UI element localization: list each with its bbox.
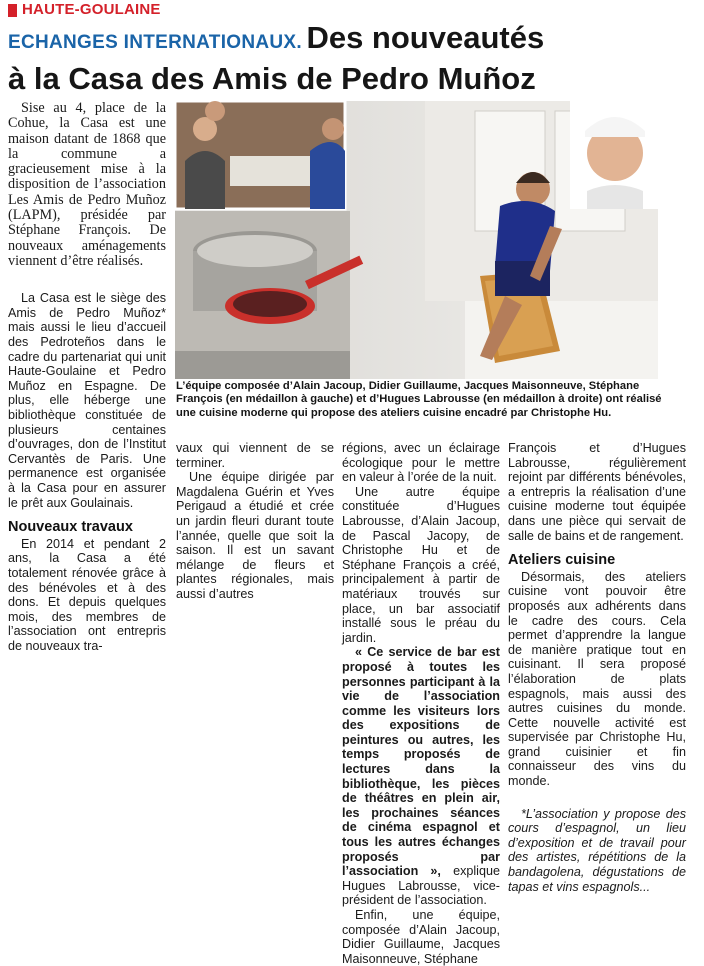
column-4 bbox=[508, 441, 686, 894]
footnote: *L’association y propose des cours d’espagnol, un lieu d’exposition et de travail pour des artistes, répétitions de la bandagolena, dégustations de tapas et vins espagnols... bbox=[508, 806, 686, 894]
column-2 bbox=[176, 441, 334, 602]
column-1 bbox=[8, 101, 166, 654]
column-3 bbox=[342, 441, 500, 966]
quote-text: « Ce service de bar est proposé à toutes les personnes participant à la vie de l’association comme les visiteurs lors des expositions de peintures ou autres, les temps proposés de lectures dans la bibliothèque, les pièces de théâtres en plein air, les prochaines séances de cinéma espagnol et tous les autres échanges proposés par l’association », bbox=[342, 645, 500, 879]
col1-paragraph-1: La Casa est le siège des Amis de Pedro Muñoz* mais aussi le lieu d’accueil des Pedroteños dans le cadre du partenariat qui unit Haute-Goulaine et Pedro Muñoz en Espagne. De plus, elle héberge une bibliothèque constituée de plusieurs centaines d’ouvrages, don de l’Institut Cervantès de Paris. Une permanence est organisée à la Casa pour en assurer le prêt aux Goulainais. bbox=[8, 291, 166, 510]
rubric-label: HAUTE-GOULAINE bbox=[22, 1, 161, 18]
col3-quote-paragraph bbox=[342, 645, 500, 908]
photo-caption: L’équipe composée d’Alain Jacoup, Didier Guillaume, Jacques Maisonneuve, Stéphane François (en médaillon à gauche) et d’Hugues Labrousse (en médaillon à droite) ont réalisé une cuisine moderne qui propose des ateliers cuisine encadré par Christophe Hu. bbox=[176, 380, 662, 419]
col2-paragraph-1: vaux qui viennent de se terminer. bbox=[176, 441, 334, 470]
col3-paragraph-4: Enfin, une équipe, composée d’Alain Jacoup, Didier Guillaume, Jacques Maisonneuve, Stéphane bbox=[342, 908, 500, 966]
headline-title-line1: Des nouveautés bbox=[306, 20, 545, 55]
col2-paragraph-2: Une équipe dirigée par Magdalena Guérin et Yves Perigaud a étudié et crée un jardin fleuri durant toute l’année, quelle que soit la saison. Il est un savant mélange de fleurs et plantes régionales, mais aussi d’autres bbox=[176, 470, 334, 601]
headline-kicker: ECHANGES INTERNATIONAUX. bbox=[8, 32, 302, 53]
quote-attribution: explique Hugues Labrousse, vice-président de l’association. bbox=[342, 864, 500, 908]
subhead-ateliers-cuisine: Ateliers cuisine bbox=[508, 552, 616, 569]
headline bbox=[8, 20, 698, 96]
col3-paragraph-2: Une autre équipe constituée d’Hugues Labrousse, d’Alain Jacoup, de Pascal Jacopy, de Christophe Hu et de Stéphane François a créé, principalement à partir de matériaux trouvés sur place, un bar associatif installé sous le préau du jardin. bbox=[342, 484, 500, 645]
col4-paragraph-2: Désormais, des ateliers cuisine vont pouvoir être proposés aux adhérents dans le cadre des cours. Cela permet d’apprendre la langue de manière pratique tout en cuisinant. Il sera proposé l’élaboration de plats espagnols, mais aussi des autres cuisines du monde. Cette nouvelle activité est supervisée par Christophe Hu, grand cuisinier et fin connaisseur des vins du monde. bbox=[508, 569, 686, 789]
article-photo bbox=[175, 101, 658, 379]
lead-paragraph: Sise au 4, place de la Cohue, la Casa est une maison datant de 1868 que la commune a gracieusement mise à la disposition de l’association Les Amis de Pedro Muñoz (LAPM), présidée par Stéphane François. De nouveaux aménagements viennent d’être réalisés. bbox=[8, 100, 166, 269]
subhead-nouveaux-travaux: Nouveaux travaux bbox=[8, 519, 133, 536]
rubric-marker bbox=[8, 4, 17, 17]
col4-paragraph-1: François et d’Hugues Labrousse, régulièrement rejoint par différents bénévoles, a entrepris la réalisation d’une cuisine moderne tout équipée dans une pièce qui servait de salle de bains et de rangement. bbox=[508, 441, 686, 543]
col3-paragraph-1: régions, avec un éclairage écologique pour le mettre en valeur à l’orée de la nuit. bbox=[342, 441, 500, 485]
col1-paragraph-2: En 2014 et pendant 2 ans, la Casa a été totalement rénovée grâce à des bénévoles et à des dons. Et depuis quelques mois, des membres de l’association ont entrepris de nouveaux tra- bbox=[8, 536, 166, 653]
headline-title-line2: à la Casa des Amis de Pedro Muñoz bbox=[8, 61, 536, 96]
